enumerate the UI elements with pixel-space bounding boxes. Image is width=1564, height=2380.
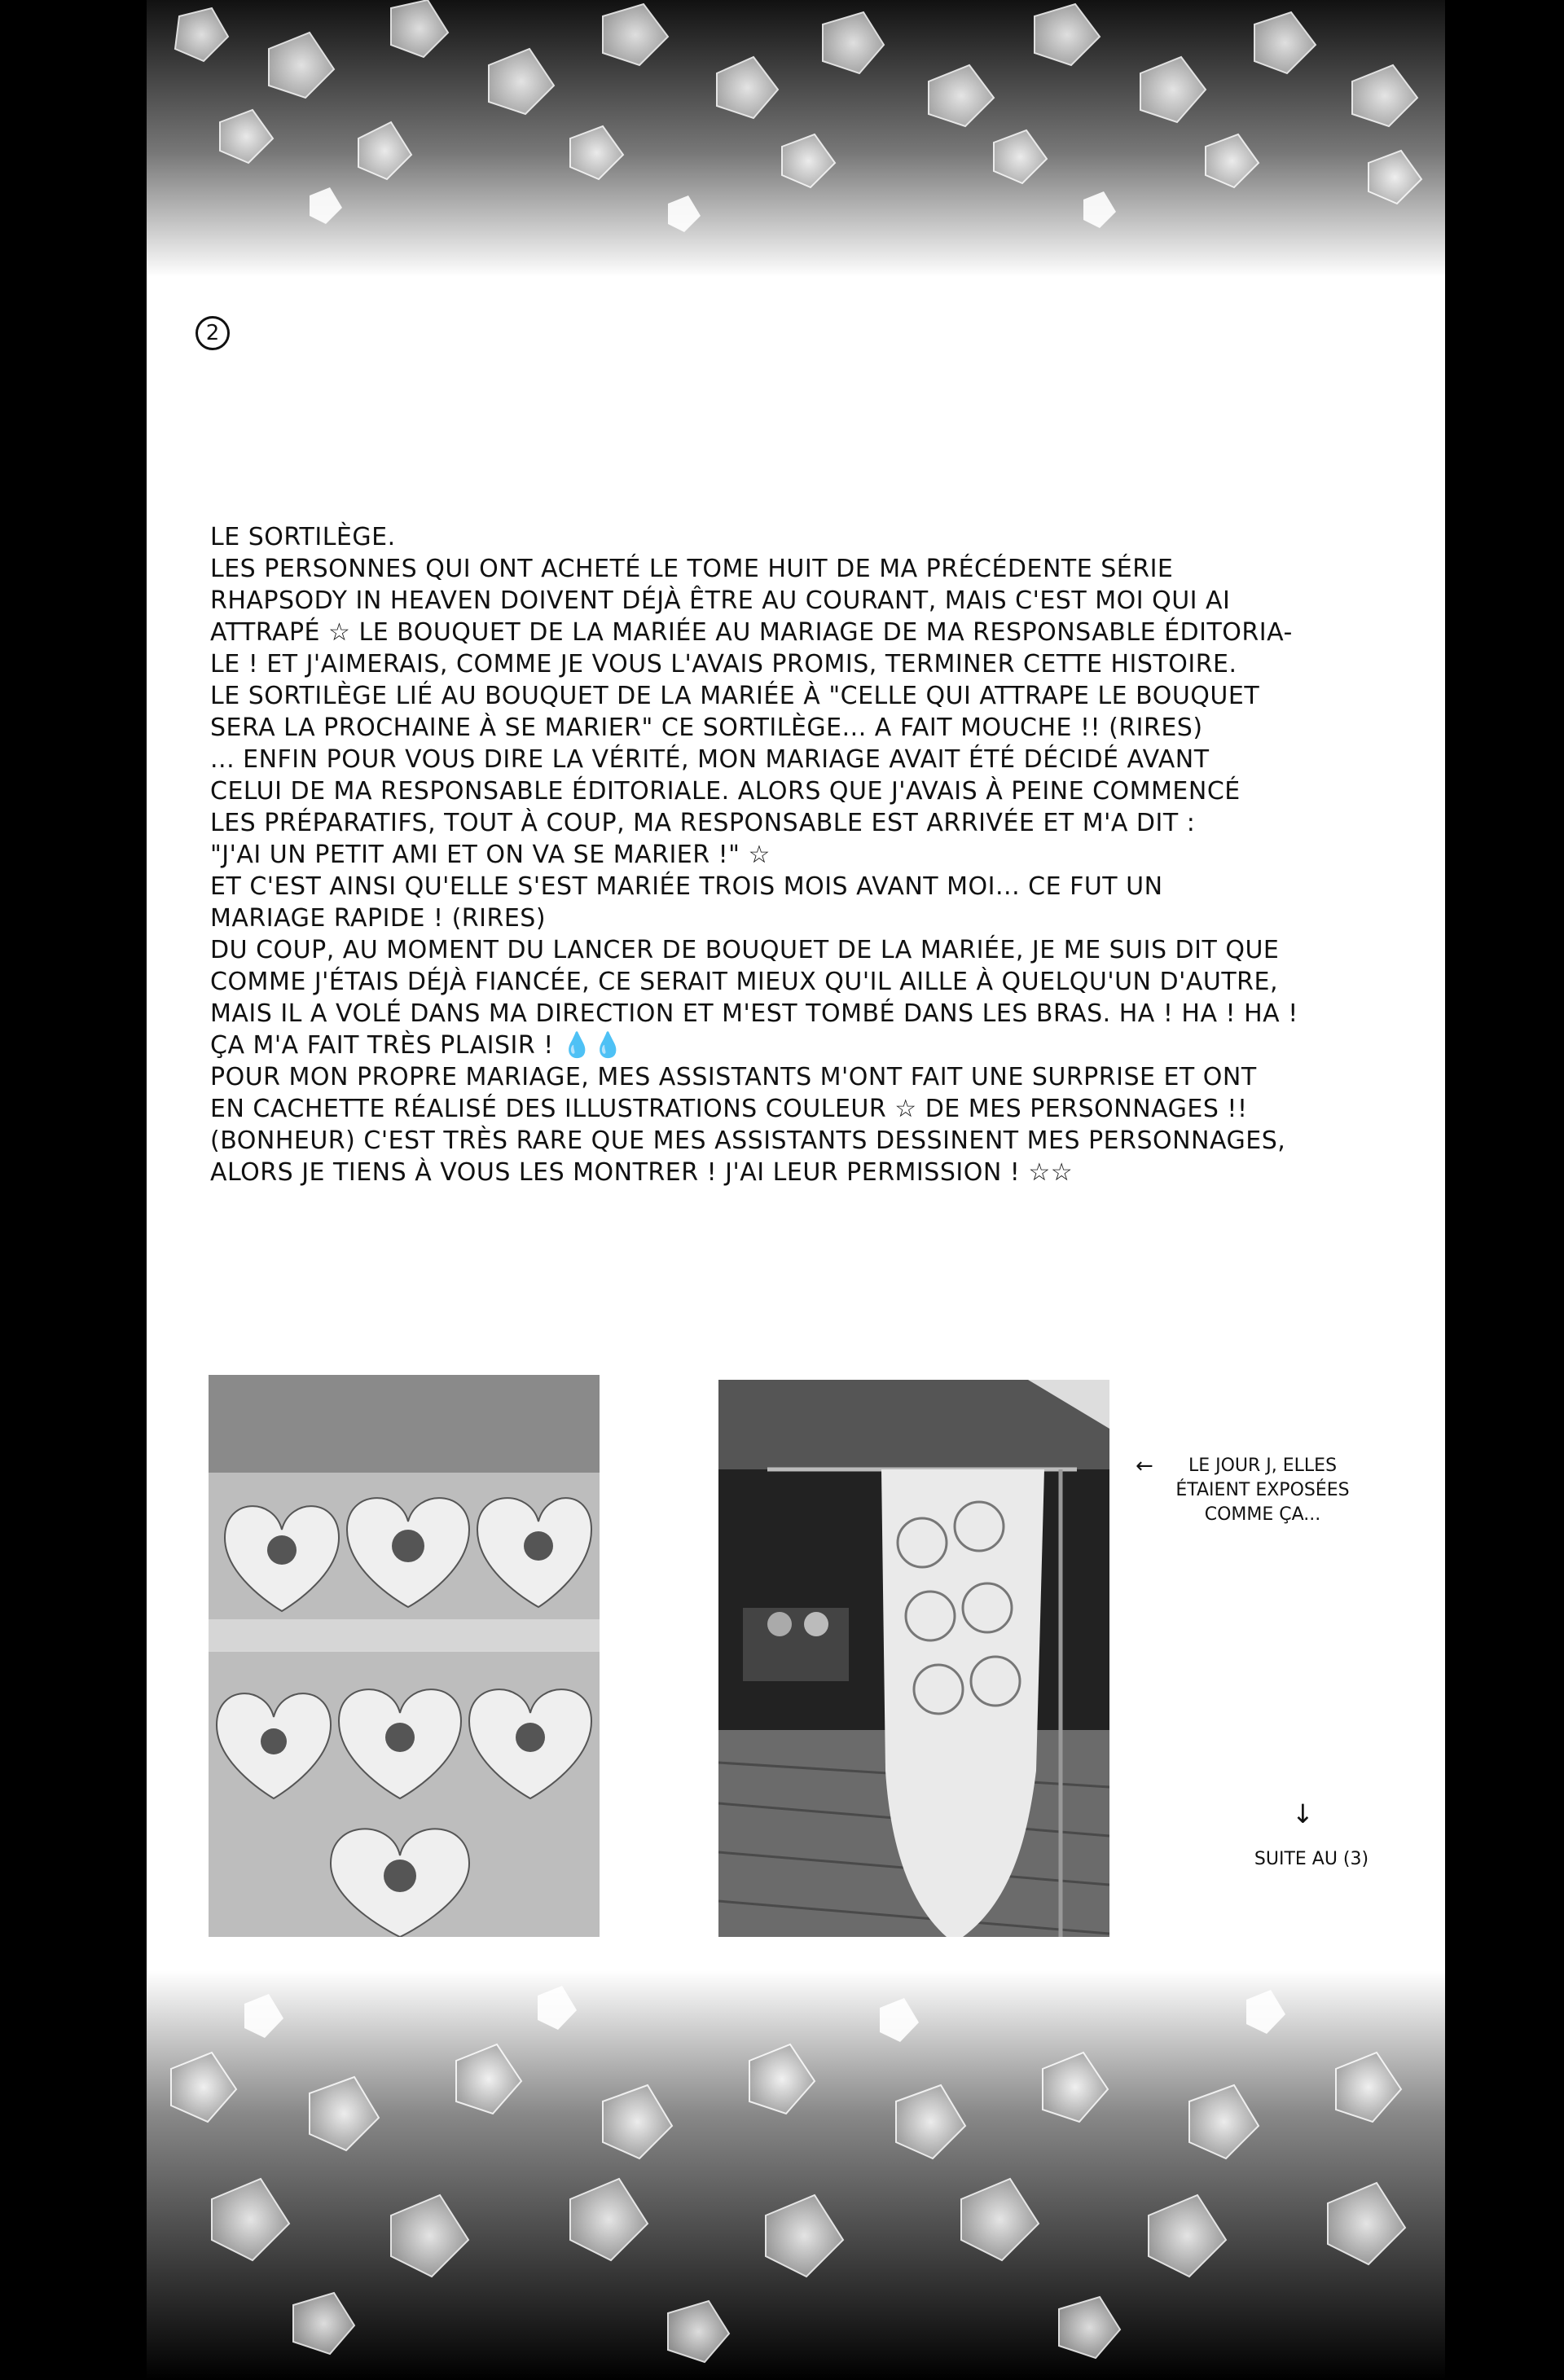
text-line: SERA LA PROCHAINE À SE MARIER" CE SORTILÈGE... A FAIT MOUCHE !! (RIRES): [210, 714, 1203, 742]
page-number: 2: [196, 316, 230, 350]
text-line: ÇA M'A FAIT TRÈS PLAISIR ! 💧💧: [210, 1031, 624, 1060]
text-line: ALORS JE TIENS À VOUS LES MONTRER ! J'AI LEUR PERMISSION ! ☆☆: [210, 1158, 1074, 1187]
text-line: ATTRAPÉ ☆ LE BOUQUET DE LA MARIÉE AU MARIAGE DE MA RESPONSABLE ÉDITORIA-: [210, 618, 1293, 647]
text-line: LES PRÉPARATIFS, TOUT À COUP, MA RESPONSABLE EST ARRIVÉE ET M'A DIT :: [210, 809, 1196, 837]
text-line: CELUI DE MA RESPONSABLE ÉDITORIALE. ALORS QUE J'AVAIS À PEINE COMMENCÉ: [210, 777, 1241, 806]
text-line: ET C'EST AINSI QU'ELLE S'EST MARIÉE TROIS MOIS AVANT MOI... CE FUT UN: [210, 872, 1163, 901]
caption-line: COMME ÇA...: [1204, 1504, 1321, 1525]
text-line: COMME J'ÉTAIS DÉJÀ FIANCÉE, CE SERAIT MIEUX QU'IL AILLE À QUELQU'UN D'AUTRE,: [210, 968, 1279, 996]
text-line: LE SORTILÈGE LIÉ AU BOUQUET DE LA MARIÉE À "CELLE QUI ATTRAPE LE BOUQUET: [210, 682, 1260, 710]
photo-caption: [1136, 1454, 1377, 1527]
text-line: MARIAGE RAPIDE ! (RIRES): [210, 904, 547, 933]
left-arrow-icon: ←: [1136, 1454, 1153, 1478]
text-line: EN CACHETTE RÉALISÉ DES ILLUSTRATIONS COULEUR ☆ DE MES PERSONNAGES !!: [210, 1095, 1248, 1123]
text-line: ... ENFIN POUR VOUS DIRE LA VÉRITÉ, MON MARIAGE AVAIT ÉTÉ DÉCIDÉ AVANT: [210, 745, 1210, 774]
continuation-note: SUITE AU (3): [1254, 1849, 1369, 1869]
text-line: LES PERSONNES QUI ONT ACHETÉ LE TOME HUIT DE MA PRÉCÉDENTE SÉRIE: [210, 555, 1174, 583]
text-line: RHAPSODY IN HEAVEN DOIVENT DÉJÀ ÊTRE AU COURANT, MAIS C'EST MOI QUI AI: [210, 586, 1231, 615]
text-line: DU COUP, AU MOMENT DU LANCER DE BOUQUET DE LA MARIÉE, JE ME SUIS DIT QUE: [210, 936, 1280, 964]
caption-line: LE JOUR J, ELLES: [1188, 1456, 1338, 1476]
text-line: MAIS IL A VOLÉ DANS MA DIRECTION ET M'EST TOMBÉ DANS LES BRAS. HA ! HA ! HA !: [210, 999, 1298, 1028]
text-line: POUR MON PROPRE MARIAGE, MES ASSISTANTS M'ONT FAIT UNE SURPRISE ET ONT: [210, 1063, 1257, 1091]
text-line: "J'AI UN PETIT AMI ET ON VA SE MARIER !" ☆: [210, 841, 771, 869]
photo-heart-illustrations: [209, 1375, 600, 1937]
down-arrow-icon: ↓: [1292, 1798, 1314, 1829]
photo-banner-display: [718, 1380, 1109, 1937]
text-line: LE ! ET J'AIMERAIS, COMME JE VOUS L'AVAIS PROMIS, TERMINER CETTE HISTOIRE.: [210, 650, 1237, 678]
body-text: [210, 521, 1408, 1188]
pentagon-pattern-bottom: [147, 1971, 1445, 2380]
text-line: LE SORTILÈGE.: [210, 523, 396, 551]
pentagon-pattern-top: [147, 0, 1445, 277]
caption-line: ÉTAIENT EXPOSÉES: [1175, 1480, 1350, 1500]
text-line: (BONHEUR) C'EST TRÈS RARE QUE MES ASSISTANTS DESSINENT MES PERSONNAGES,: [210, 1126, 1286, 1155]
manga-page: [147, 0, 1445, 2380]
